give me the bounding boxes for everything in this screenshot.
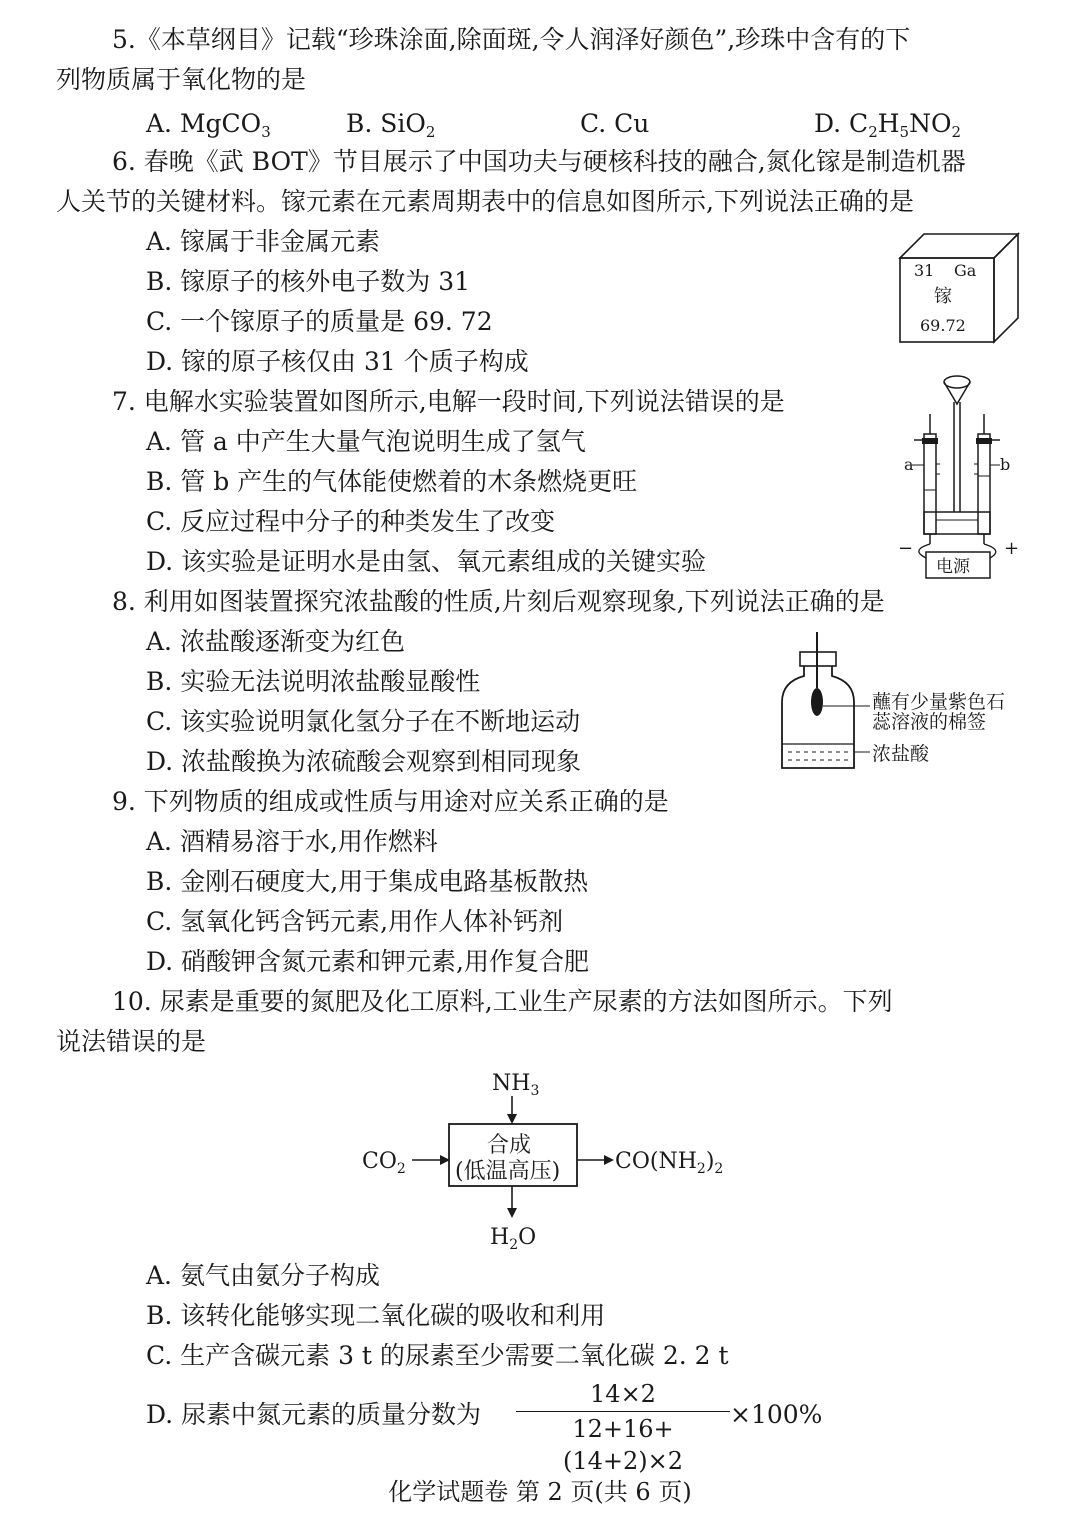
q9-option-b: B. 金刚石硬度大,用于集成电路基板散热 [146, 867, 589, 896]
q5-stem-line1: 5.《本草纲目》记载“珍珠涂面,除面斑,令人润泽好颜色”,珍珠中含有的下 [112, 25, 911, 54]
q7-option-c: C. 反应过程中分子的种类发生了改变 [146, 507, 556, 536]
fraction-numerator: 14×2 [590, 1380, 656, 1408]
hydrochloric-acid-label: 浓盐酸 [872, 743, 930, 765]
nh3-input: $NH_3$ [492, 1071, 540, 1099]
water-electrolysis-apparatus [896, 372, 1026, 584]
tube-a-label: a [904, 455, 914, 474]
q9-option-d: D. 硝酸钾含氮元素和钾元素,用作复合肥 [146, 947, 589, 976]
gallium-element-card [894, 228, 1024, 346]
q7-option-d: D. 该实验是证明水是由氢、氧元素组成的关键实验 [146, 547, 707, 576]
q8-stem: 8. 利用如图装置探究浓盐酸的性质,片刻后观察现象,下列说法正确的是 [112, 587, 885, 616]
q6-option-b: B. 镓原子的核外电子数为 31 [146, 267, 471, 296]
cotton-swab-label-line2: 蕊溶液的棉签 [872, 711, 987, 733]
q7-option-b: B. 管 b 产生的气体能使燃着的木条燃烧更旺 [146, 467, 638, 496]
process-condition: (低温高压) [455, 1159, 561, 1184]
urea-output: $CO(NH_2)_2$ [615, 1149, 724, 1177]
process-label: 合成 [487, 1133, 532, 1158]
element-symbol: Ga [954, 261, 977, 280]
percent-factor: ×100% [730, 1400, 823, 1429]
q10-option-b: B. 该转化能够实现二氧化碳的吸收和利用 [146, 1301, 606, 1330]
q5-option-b: B. SiO$_2$ [346, 109, 436, 141]
negative-terminal-label: − [898, 538, 914, 559]
cotton-swab-label-line1: 蘸有少量紫色石 [872, 691, 1006, 713]
q9-option-c: C. 氢氧化钙含钙元素,用作人体补钙剂 [146, 907, 564, 936]
q10-option-a: A. 氨气由氨分子构成 [146, 1261, 380, 1290]
h2o-output: $H_2O$ [490, 1225, 537, 1253]
power-supply-label: 电源 [936, 557, 970, 577]
q5-option-c: C. Cu [580, 109, 650, 138]
element-mass: 69.72 [920, 316, 966, 335]
q10-option-c: C. 生产含碳元素 3 t 的尿素至少需要二氧化碳 2. 2 t [146, 1341, 729, 1370]
page-footer: 化学试题卷 第 2 页(共 6 页) [388, 1478, 692, 1506]
q10-option-d-text: D. 尿素中氮元素的质量分数为 [146, 1400, 482, 1429]
q6-stem-line1: 6. 春晚《武 BOT》节目展示了中国功夫与硬核科技的融合,氮化镓是制造机器 [112, 147, 966, 176]
q9-option-a: A. 酒精易溶于水,用作燃料 [146, 827, 438, 856]
q5-option-a: A. MgCO$_3$ [146, 109, 271, 141]
q7-stem: 7. 电解水实验装置如图所示,电解一段时间,下列说法错误的是 [112, 387, 785, 416]
hydrochloric-acid-bottle-apparatus [776, 628, 1016, 778]
q10-stem-line1: 10. 尿素是重要的氮肥及化工原料,工业生产尿素的方法如图所示。下列 [112, 987, 893, 1016]
q5-option-d: D. $C_2H_5NO_2$ [814, 109, 962, 141]
q6-option-d: D. 镓的原子核仅由 31 个质子构成 [146, 347, 529, 376]
q8-option-b: B. 实验无法说明浓盐酸显酸性 [146, 667, 481, 696]
element-number: 31 [914, 261, 935, 280]
fraction-denominator: 12+16+(14+2)×2 [562, 1415, 684, 1475]
q5-stem-line2: 列物质属于氧化物的是 [56, 65, 307, 94]
tube-b-label: b [1000, 455, 1011, 474]
co2-input: $CO_2$ [362, 1149, 406, 1177]
mass-fraction-formula [516, 1378, 730, 1477]
positive-terminal-label: + [1004, 538, 1020, 559]
q8-option-c: C. 该实验说明氯化氢分子在不断地运动 [146, 707, 581, 736]
q8-option-a: A. 浓盐酸逐渐变为红色 [146, 627, 405, 656]
urea-production-flowchart [356, 1064, 736, 1254]
q9-stem: 9. 下列物质的组成或性质与用途对应关系正确的是 [112, 787, 669, 816]
q6-option-c: C. 一个镓原子的质量是 69. 72 [146, 307, 493, 336]
q10-stem-line2: 说法错误的是 [56, 1027, 207, 1056]
q7-option-a: A. 管 a 中产生大量气泡说明生成了氢气 [146, 427, 586, 456]
q6-stem-line2: 人关节的关键材料。镓元素在元素周期表中的信息如图所示,下列说法正确的是 [56, 187, 914, 216]
q6-option-a: A. 镓属于非金属元素 [146, 227, 380, 256]
fraction-bar [516, 1411, 730, 1412]
element-name: 镓 [934, 286, 952, 307]
q8-option-d: D. 浓盐酸换为浓硫酸会观察到相同现象 [146, 747, 582, 776]
